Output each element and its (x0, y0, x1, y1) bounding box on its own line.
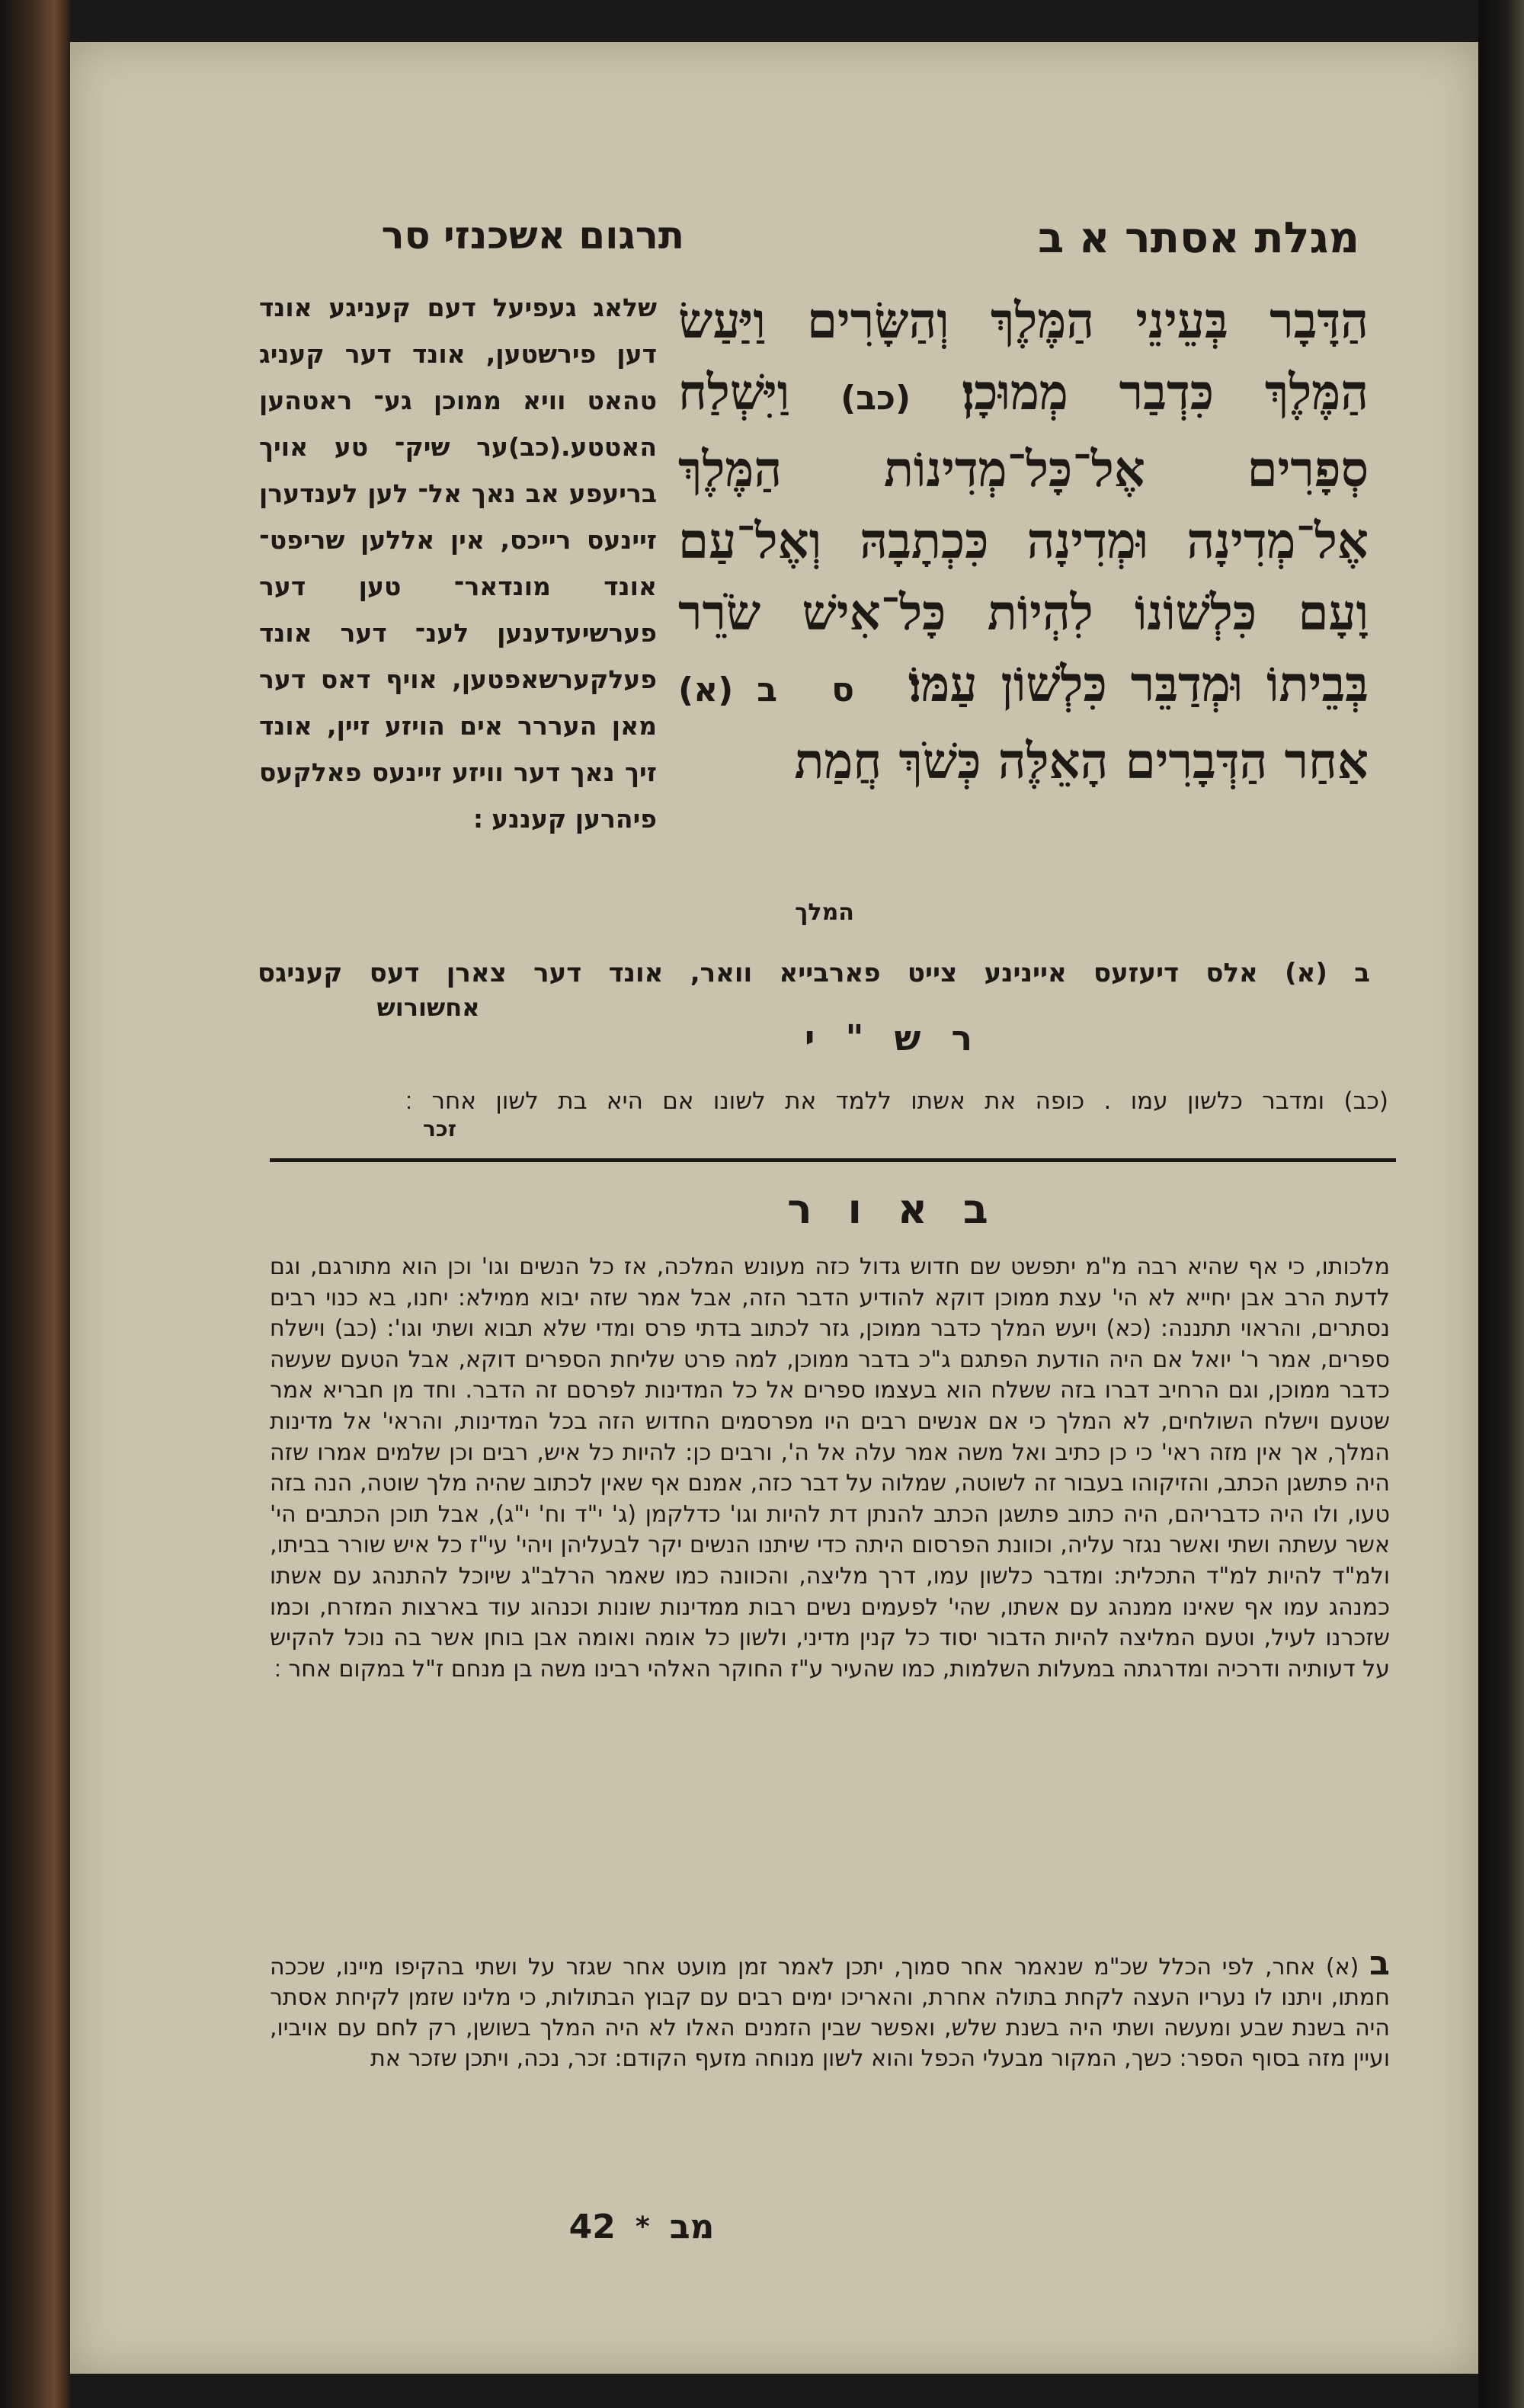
signature-star: * (635, 2211, 650, 2243)
biur-chapter-letter: ב (1369, 1948, 1390, 1983)
chapter2-targum-catchword: אחשורוש (376, 993, 480, 1022)
biur-chapter2-text: (א) אחר, לפי הכלל שכ"מ שנאמר אחר סמוך, יתכן לאמר זמן מועט אחר שגזר על ושתי בהקיפו מיינו, שככה חמתו, ויתנו לו נעריו העצה לקחת בתולה אחרת, והאריכו ימים רבים עם קבוץ הבתולות, כי מלינו שזמן לקיחת אסתר היה בשנת שבע ומעשה ושתי היה בשנת שלש, ואפשר שבין הזמנים האלו לא היה המלך בשושן, רק לחם עם אויביו, ועיין מזה בסוף הספר: כשך, המקור מבעלי הכפל והוא לשון מנוחה מזעף הקודם: זכר, נכה, ויתכן שזכר את (270, 1954, 1390, 2072)
rashi-commentary: (כב) ומדבר כלשון עמו . כופה את אשתו ללמד את לשונו אם היא בת לשון אחר ׃ (405, 1087, 1388, 1115)
targum-title-header: תרגום אשכנזי סר (381, 213, 684, 258)
targum-column: שלאג געפיעל דעם קעניגע אונד דען פירשטען, אונד דער קעניג טהאט וויא ממוכן גע־ ראטהען האטטע.(כב)ער שיק־ טע אויך בריעפע אב נאך אל־ לען לענדערן זיינעס רייכס, אין אללען שריפט־ אונד מונדאר־ טען דער פערשיעדענען לענ־ דער אונד פעלקערשאפטען, אויף דאס דער מאן העררר אים הויזע זיין, אונד זיך נאך דער וויזע זיינעס פאלקעס פיהרען קעננע ׃ (259, 293, 657, 834)
scripture-text-part3: אַחַר הַדְּבָרִים הָאֵלֶּה כְּשֹׁךְ חֲמַת (794, 733, 1369, 790)
verse-1-marker: (א) (678, 671, 734, 709)
page-number: 42 (568, 2207, 616, 2246)
section-break-samekh: ס (831, 671, 855, 709)
biur-commentary: מלכותו, כי אף שהיא רבה מ"מ יתפשט שם חדוש גדול כזה מעונש המלכה, אז כל הנשים וגו' וכן הוא מתורגם, וגם לדעת הרב אבן יחייא לא הי' עצת ממוכן דוקא להודיע הדבר הזה, אבל אמר שזה יבוא ממילא: יחנו, בא כנוי רבים נסתרים, והראוי תתננה: (כא) ויעש המלך כדבר ממוכן, גזר לכתוב בדתי פרס ומדי שלא תבוא ושתי וגו': (כב) וישלח ספרים, אמר ר' יואל אם היה הודעת הפתגם ג"כ בדבר ממוכן, למה פרט שליחת הספרים דוקא, אבל הטעם שעשה כדבר ממוכן, וגם הרחיב דברו בזה ששלח הוא בעצמו ספרים אל כל המדינות לפרסם זה הדבר. וחד מן חבריא אמר שטעם וישלח השולחים, לא המלך כי אם אנשים רבים היו מפרסמים החדוש הזה בכל המדינות, והראי' אל מדינות המלך, אך אין מזה ראי' כי כן כתיב ואל משה אמר עלה אל ה', ורבים כן: להיות כל איש, רבים וכן שלמים אמרו שזה היה פתשגן הכתב, והזיקוהו בעבור זה לשוטה, שמלוה על דבר כזה, אמנם אף שאין לכתוב שהיה מלך שוטה, הנה בזה טעו, ולו היה כדבריהם, היה כתוב פתשגן הכתב להנתן דת להיות וגו' כדלקמן (ג' י"ד וח' י"ג), אבל תוכן הכתבים הי' אשר עשתה ושתי ואשר נגזר עליה, וכוונת הפרסום היתה כדי שיתנו הנשים יקר לבעליהן ויהי' עי"ז כל איש שורר בביתו, ולמ"ד להיות למ"ד התכלית: ומדבר כלשון עמו, דרך מליצה, והכוונה כמו שאמר הרלב"ג שיוכל להתנהג עם אשתו כמנהג עמו אף שאינו ממנהג עם אשתו, שהי' לפעמים נשים רבות ממדינות שונות וכנהוג עוד בארצות המזרח, וכמו שזכרנו לעיל, וטעם המליצה להיות הדבור יסוד כל קנין מדיני, ולשון כל אומה ואומה אבן בוחן אשר בה נוכל להקיש על דעותיה ודרכיה ומדרגתה במעלות השלמות, כמו שהעיר ע"ז החוקר האלהי רבינו משה בן מנחם ז"ל במקום אחר ׃ (270, 1254, 1390, 1683)
book-title-header: מגלת אסתר א ב (1038, 213, 1359, 263)
chapter-2-marker: ב (757, 671, 778, 709)
scripture-catchword: המלך (795, 899, 854, 926)
scripture-text-part1: הַדָּבָר בְּעֵינֵי הַמֶּלֶךְ וְהַשָּׂרִים וַיַּעַשׂ הַמֶּלֶךְ כִּדְבַר מְמוּכָן׃ (678, 293, 1369, 421)
chapter2-targum-line: ב (א) אלס דיעזעס איינינע צייט פארבייא וואר, אונד דער צארן דעס קעניגס (258, 958, 1370, 988)
verse-22-marker: (כב) (840, 379, 911, 418)
hebrew-page-signature: מב (669, 2207, 715, 2246)
scripture-column (678, 286, 1369, 933)
book-spine-edge (0, 0, 70, 2408)
rashi-heading: ר ש " י (804, 1017, 982, 1058)
section-divider (270, 1158, 1396, 1162)
rashi-catchword: זכר (423, 1116, 456, 1142)
biur-chapter2-commentary (270, 1948, 1390, 2192)
next-page-edge (1478, 0, 1524, 2408)
page-footer (497, 2200, 786, 2253)
biur-heading: ב א ו ר (787, 1185, 999, 1233)
book-page (70, 42, 1478, 2374)
scripture-text-part2: וַיִּשְׁלַח סְפָרִים אֶל־כָּל־מְדִינוֹת הַמֶּלֶךְ אֶל־מְדִינָה וּמְדִינָה כִּכְתָבָהּ וְאֶל־עַם וָעָם כִּלְשׁוֹנוֹ לִהְיוֹת כָּל־אִישׁ שֹׂרֵר בְּבֵיתוֹ וּמְדַבֵּר כִּלְשׁוֹן עַמּוֹ׃ (678, 364, 1369, 713)
